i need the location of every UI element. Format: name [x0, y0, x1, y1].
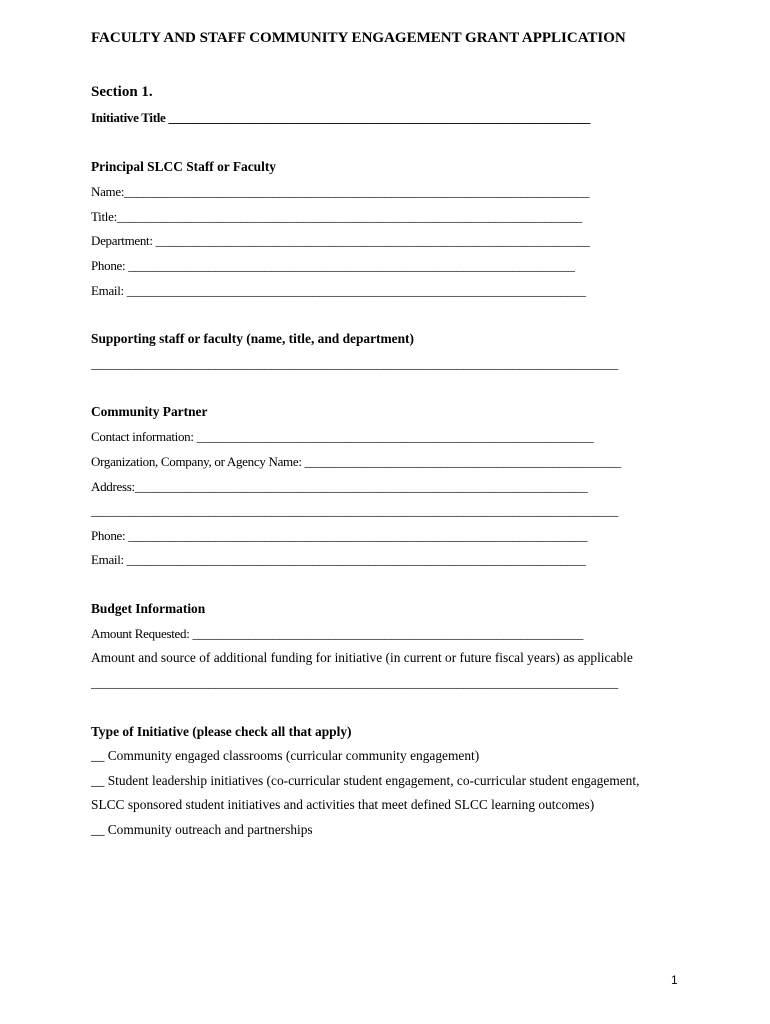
principal-email-field[interactable]: Email: __________________________________________________________________________ [91, 283, 586, 298]
partner-email-field[interactable]: Email: __________________________________________________________________________ [91, 552, 586, 567]
partner-address-line2[interactable]: _____________________________________________________________________________________ [91, 503, 619, 518]
partner-contact-field[interactable]: Contact information: ________________________________________________________________ [91, 429, 594, 444]
page-title: FACULTY AND STAFF COMMUNITY ENGAGEMENT GRANT APPLICATION [91, 30, 626, 46]
principal-department-field[interactable]: Department: ______________________________________________________________________ [91, 233, 590, 248]
page-number: 1 [671, 973, 678, 987]
budget-heading: Budget Information [91, 601, 206, 616]
supporting-heading: Supporting staff or faculty (name, title, and department) [91, 331, 414, 346]
partner-address-field[interactable]: Address:_________________________________________________________________________ [91, 479, 588, 494]
principal-title-field[interactable]: Title:___________________________________________________________________________ [91, 209, 582, 224]
budget-additional-field[interactable]: _____________________________________________________________________________________ [91, 675, 619, 690]
initiative-type-option-leadership[interactable]: __ Student leadership initiatives (co-curricular student engagement, co-curricular student engagement, [91, 773, 640, 788]
partner-phone-field[interactable]: Phone: __________________________________________________________________________ [91, 528, 588, 543]
initiative-type-option-classrooms[interactable]: __ Community engaged classrooms (curricular community engagement) [91, 748, 480, 763]
initiative-type-option-outreach[interactable]: __ Community outreach and partnerships [91, 822, 313, 837]
principal-phone-field[interactable]: Phone: ________________________________________________________________________ [91, 258, 575, 273]
budget-amount-field[interactable]: Amount Requested: _______________________________________________________________ [91, 626, 584, 641]
initiative-title-field[interactable]: Initiative Title ____________________________________________________________________ [91, 110, 591, 125]
partner-heading: Community Partner [91, 404, 208, 419]
supporting-field[interactable]: _____________________________________________________________________________________ [91, 356, 619, 371]
principal-heading: Principal SLCC Staff or Faculty [91, 159, 276, 174]
section-heading: Section 1. [91, 84, 153, 100]
initiative-type-heading: Type of Initiative (please check all that apply) [91, 724, 352, 739]
partner-organization-field[interactable]: Organization, Company, or Agency Name: ___________________________________________________ [91, 454, 621, 469]
principal-name-field[interactable]: Name:___________________________________________________________________________ [91, 184, 590, 199]
initiative-type-option-leadership-cont: SLCC sponsored student initiatives and activities that meet defined SLCC learning outcomes) [91, 797, 595, 812]
budget-additional-label: Amount and source of additional funding for initiative (in current or future fiscal years) as applicable [91, 650, 633, 665]
